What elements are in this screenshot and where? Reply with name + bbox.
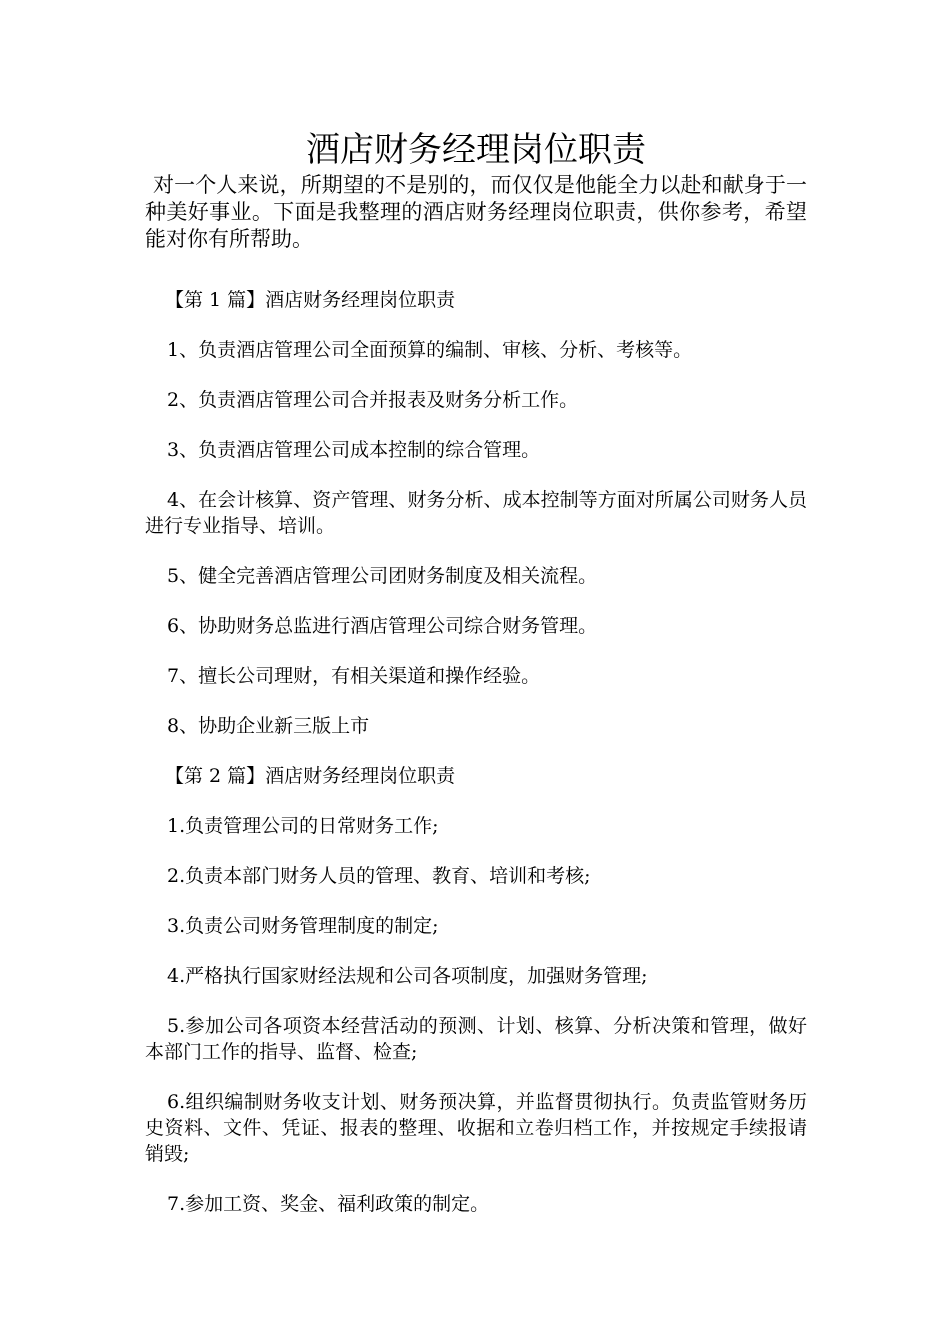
section-2-item-1: 1.负责管理公司的日常财务工作; [167,815,439,837]
section-1-item-8: 8、协助企业新三版上市 [167,715,370,737]
document-page [145,128,807,1217]
spacer [145,1065,807,1089]
section-2-item-5: 5.参加公司各项资本经营活动的预测、计划、核算、分析决策和管理，做好本部门工作的指导、监督、检查; [145,1015,807,1063]
spacer [145,839,807,863]
page-title: 酒店财务经理岗位职责 [306,130,646,170]
section-1-item-7: 7、擅长公司理财，有相关渠道和操作经验。 [167,665,541,687]
section-1-item-6: 6、协助财务总监进行酒店管理公司综合财务管理。 [167,615,598,637]
spacer [145,463,807,487]
section-1-item-2: 2、负责酒店管理公司合并报表及财务分析工作。 [167,389,579,411]
section-1-heading: 【第 1 篇】酒店财务经理岗位职责 [165,289,456,311]
spacer [145,989,807,1013]
spacer [145,789,807,813]
section-2-item-3: 3.负责公司财务管理制度的制定; [167,915,439,937]
section-2-item-6: 6.组织编制财务收支计划、财务预决算，并监督贯彻执行。负责监管财务历史资料、文件、凭证、报表的整理、收据和立卷归档工作，并按规定手续报请销毁; [145,1091,807,1165]
spacer [145,413,807,437]
spacer [145,589,807,613]
section-1-item-4: 4、在会计核算、资产管理、财务分析、成本控制等方面对所属公司财务人员进行专业指导、培训。 [145,489,807,537]
spacer [145,363,807,387]
spacer [145,313,807,337]
spacer [145,739,807,763]
spacer [145,539,807,563]
section-1-item-3: 3、负责酒店管理公司成本控制的综合管理。 [167,439,541,461]
spacer [145,253,807,287]
intro-paragraph: 对一个人来说，所期望的不是别的，而仅仅是他能全力以赴和献身于一种美好事业。下面是我整理的酒店财务经理岗位职责，供你参考，希望能对你有所帮助。 [145,173,807,251]
spacer [145,639,807,663]
spacer [145,689,807,713]
spacer [145,1167,807,1191]
spacer [145,939,807,963]
section-1-item-1: 1、负责酒店管理公司全面预算的编制、审核、分析、考核等。 [167,339,693,361]
section-1-item-5: 5、健全完善酒店管理公司团财务制度及相关流程。 [167,565,598,587]
section-2-item-4: 4.严格执行国家财经法规和公司各项制度，加强财务管理; [167,965,648,987]
section-2-heading: 【第 2 篇】酒店财务经理岗位职责 [165,765,456,787]
section-2-item-7: 7.参加工资、奖金、福利政策的制定。 [167,1193,490,1215]
section-2-item-2: 2.负责本部门财务人员的管理、教育、培训和考核; [167,865,591,887]
spacer [145,889,807,913]
